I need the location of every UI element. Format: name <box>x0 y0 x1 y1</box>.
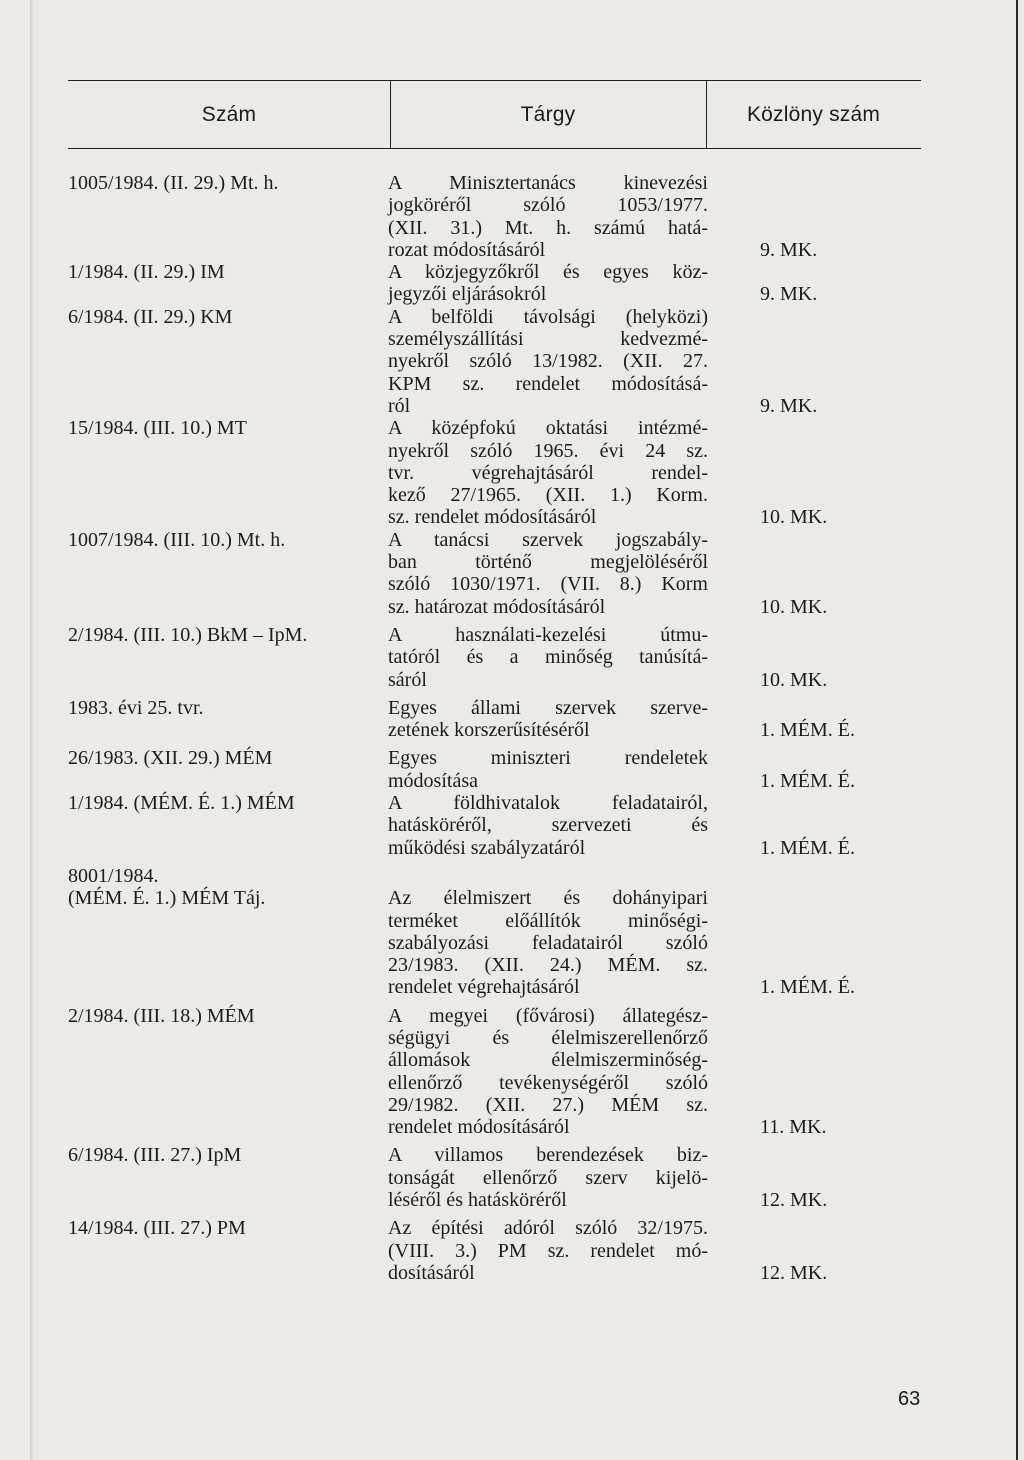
cell-targy <box>388 865 708 999</box>
targy-line: KPM sz. rendelet módosításá- <box>388 372 708 395</box>
table-row <box>68 1217 921 1284</box>
targy-line: Az építési adóról szóló 32/1975. <box>388 1217 708 1240</box>
targy-line: 23/1983. (XII. 24.) MÉM. sz. <box>388 954 708 977</box>
table-row <box>68 261 921 306</box>
cell-szam <box>68 865 383 910</box>
table-row <box>68 1005 921 1139</box>
targy-line: személyszállítási kedvezmé- <box>388 328 708 351</box>
table-row <box>68 624 921 691</box>
cell-targy <box>388 624 708 691</box>
targy-line: A középfokú oktatási intézmé- <box>388 417 708 440</box>
targy-line: ban történő megjelöléséről <box>388 551 708 574</box>
targy-line: tatóról és a minőség tanúsítá- <box>388 646 708 669</box>
cell-targy <box>388 792 708 859</box>
cell-targy <box>388 172 708 261</box>
table-row <box>68 1144 921 1211</box>
szam-line: (MÉM. É. 1.) MÉM Táj. <box>68 887 266 910</box>
targy-line: sz. rendelet módosításáról <box>388 506 597 529</box>
header-szam: Szám <box>68 81 391 148</box>
targy-line: Az élelmiszert és dohányipari <box>388 887 708 910</box>
cell-kozlony: 9. MK. <box>760 283 818 306</box>
targy-line: ról <box>388 394 411 417</box>
targy-line: A használati-kezelési útmu- <box>388 623 708 646</box>
targy-line: tonságát ellenőrző szerv kijelö- <box>388 1166 708 1189</box>
targy-line: szóló 1030/1971. (VII. 8.) Korm <box>388 573 708 596</box>
szam-line: 14/1984. (III. 27.) PM <box>68 1217 246 1240</box>
cell-kozlony: 11. MK. <box>760 1116 827 1139</box>
cell-kozlony: 10. MK. <box>760 595 828 618</box>
table-row <box>68 865 921 999</box>
targy-line: jogköréről szóló 1053/1977. <box>388 194 708 217</box>
targy-line: (XII. 31.) Mt. h. számú hatá- <box>388 216 708 239</box>
szam-line: 1005/1984. (II. 29.) Mt. h. <box>68 172 279 194</box>
page-edge <box>30 0 33 1460</box>
page-edge-right <box>1016 0 1018 1460</box>
szam-line: 26/1983. (XII. 29.) MÉM <box>68 747 273 770</box>
cell-szam <box>68 1144 383 1166</box>
cell-targy <box>388 417 708 528</box>
szam-line: 1/1984. (II. 29.) IM <box>68 261 225 284</box>
targy-line: nyekről szóló 13/1982. (XII. 27. <box>388 350 708 373</box>
targy-line: A villamos berendezések biz- <box>388 1144 708 1167</box>
szam-line: 6/1984. (II. 29.) KM <box>68 305 233 328</box>
cell-targy <box>388 747 708 792</box>
cell-szam <box>68 1005 383 1027</box>
targy-line: Egyes miniszteri rendeletek <box>388 747 708 770</box>
table-row <box>68 697 921 742</box>
cell-targy <box>388 1144 708 1211</box>
szam-line: 2/1984. (III. 18.) MÉM <box>68 1004 255 1027</box>
targy-line: nyekről szóló 1965. évi 24 sz. <box>388 439 708 462</box>
header-targy: Tárgy <box>390 81 707 148</box>
targy-line: A közjegyzőkről és egyes köz- <box>388 261 708 284</box>
targy-line: működési szabályzatáról <box>388 836 586 859</box>
szam-line: 1983. évi 25. tvr. <box>68 696 204 719</box>
cell-kozlony: 10. MK. <box>760 668 828 691</box>
table-row <box>68 792 921 859</box>
targy-line: A megyei (fővárosi) állategész- <box>388 1004 708 1027</box>
table-row <box>68 306 921 417</box>
targy-line: (VIII. 3.) PM sz. rendelet mó- <box>388 1239 708 1262</box>
cell-kozlony: 12. MK. <box>760 1261 828 1284</box>
cell-kozlony: 9. MK. <box>760 238 818 261</box>
cell-kozlony: 1. MÉM. É. <box>760 719 855 742</box>
szam-line: 2/1984. (III. 10.) BkM – IpM. <box>68 623 308 646</box>
cell-szam <box>68 697 383 719</box>
targy-line: terméket előállítók minőségi- <box>388 909 708 932</box>
table-row <box>68 529 921 618</box>
targy-line: hatásköréről, szervezeti és <box>388 814 708 837</box>
cell-szam <box>68 747 383 769</box>
table-body <box>68 172 921 1284</box>
cell-targy <box>388 697 708 742</box>
cell-kozlony: 12. MK. <box>760 1189 828 1212</box>
targy-line: kező 27/1965. (XII. 1.) Korm. <box>388 484 708 507</box>
targy-line <box>388 865 708 887</box>
cell-targy <box>388 529 708 618</box>
targy-line: jegyzői eljárásokról <box>388 283 547 306</box>
cell-szam <box>68 624 383 646</box>
targy-line: szabályozási feladatairól szóló <box>388 931 708 954</box>
szam-line: 6/1984. (III. 27.) IpM <box>68 1144 242 1167</box>
targy-line: sáról <box>388 668 427 691</box>
targy-line: rendelet végrehajtásáról <box>388 976 580 999</box>
targy-line: A belföldi távolsági (helyközi) <box>388 305 708 328</box>
szam-line: 8001/1984. <box>68 864 159 887</box>
cell-kozlony: 1. MÉM. É. <box>760 836 855 859</box>
cell-targy <box>388 306 708 417</box>
table-header <box>68 80 921 149</box>
targy-line: dosításáról <box>388 1261 475 1284</box>
targy-line: A földhivatalok feladatairól, <box>388 792 708 815</box>
cell-szam <box>68 1217 383 1239</box>
targy-line: rendelet módosításáról <box>388 1116 570 1139</box>
cell-szam <box>68 529 383 551</box>
cell-targy <box>388 261 708 306</box>
cell-kozlony: 10. MK. <box>760 506 828 529</box>
targy-line: ségügyi és élelmiszerellenőrző <box>388 1026 708 1049</box>
targy-line: módosítása <box>388 769 478 792</box>
cell-szam <box>68 172 383 194</box>
targy-line: A Minisztertanács kinevezési <box>388 172 708 194</box>
cell-targy <box>388 1217 708 1284</box>
cell-kozlony: 9. MK. <box>760 394 818 417</box>
targy-line: A tanácsi szervek jogszabály- <box>388 528 708 551</box>
targy-line: ellenőrző tevékenységéről szóló <box>388 1071 708 1094</box>
cell-szam <box>68 417 383 439</box>
szam-line: 1007/1984. (III. 10.) Mt. h. <box>68 528 286 551</box>
targy-line: Egyes állami szervek szerve- <box>388 696 708 719</box>
targy-line: rozat módosításáról <box>388 238 546 261</box>
cell-szam <box>68 306 383 328</box>
header-kozlony: Közlöny szám <box>746 102 881 126</box>
table-row <box>68 172 921 261</box>
targy-line: állomások élelmiszerminőség- <box>388 1049 708 1072</box>
targy-line: 29/1982. (XII. 27.) MÉM sz. <box>388 1093 708 1116</box>
targy-line: léséről és hatásköréről <box>388 1189 567 1212</box>
table-row <box>68 747 921 792</box>
szam-line: 1/1984. (MÉM. É. 1.) MÉM <box>68 792 295 815</box>
targy-line: zetének korszerűsítéséről <box>388 719 590 742</box>
table-row <box>68 417 921 528</box>
targy-line: tvr. végrehajtásáról rendel- <box>388 461 708 484</box>
szam-line: 15/1984. (III. 10.) MT <box>68 417 247 440</box>
cell-szam <box>68 261 383 283</box>
cell-kozlony: 1. MÉM. É. <box>760 976 855 999</box>
page-number: 63 <box>898 1388 921 1410</box>
cell-targy <box>388 1005 708 1139</box>
cell-szam <box>68 792 383 814</box>
cell-kozlony: 1. MÉM. É. <box>760 769 855 792</box>
targy-line: sz. határozat módosításáról <box>388 595 606 618</box>
